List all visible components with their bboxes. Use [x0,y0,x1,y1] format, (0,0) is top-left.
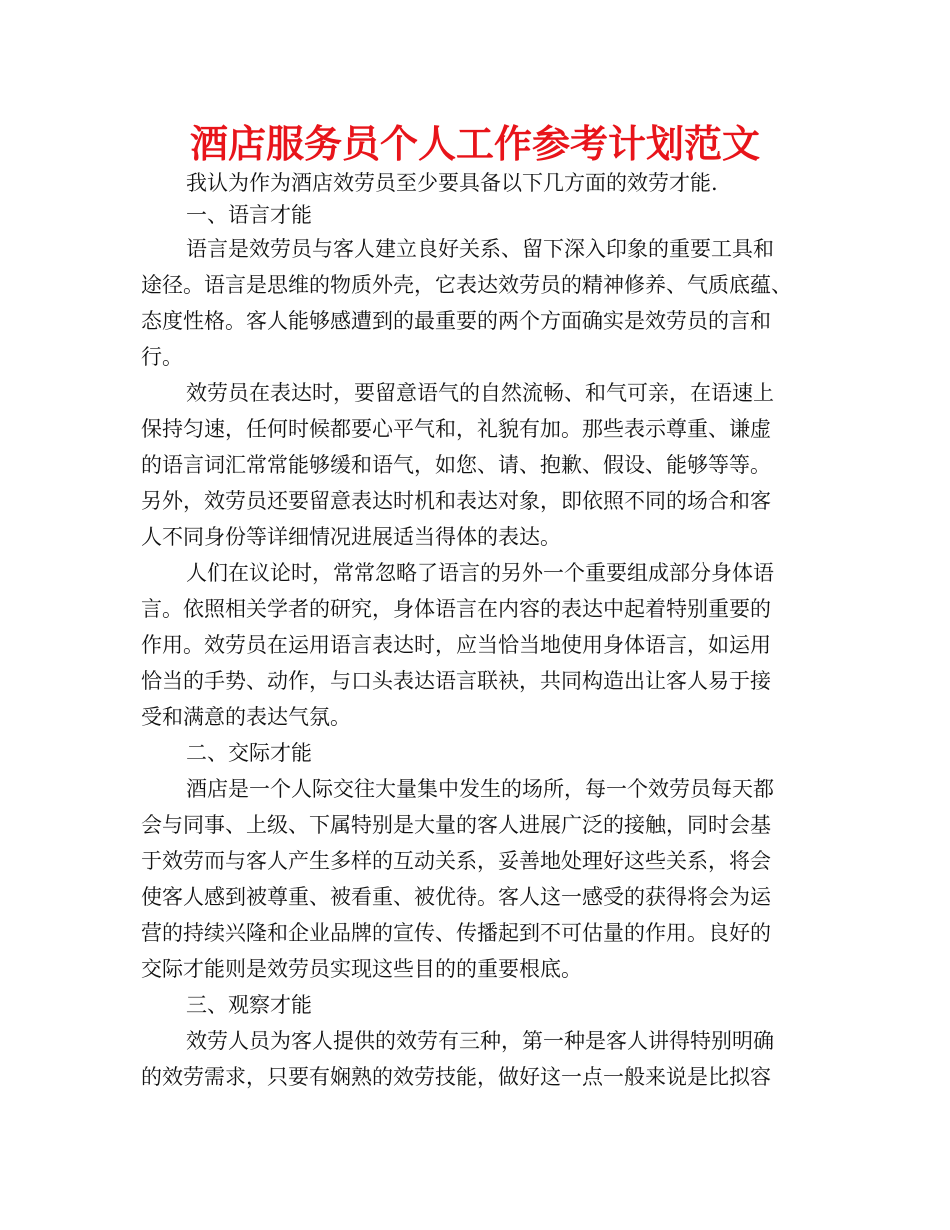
s1-p1-line: 行。 [141,345,183,369]
s2-p1-line: 酒店是一个人际交往大量集中发生的场所，每一个效劳员每天都 [186,777,774,801]
s3-p1-line: 效劳人员为客人提供的效劳有三种，第一种是客人讲得特别明确 [186,1029,774,1053]
s1-p2-line: 另外，效劳员还要留意表达时机和表达对象，即依照不同的场合和客 [141,489,771,513]
intro-line: 我认为作为酒店效劳员至少要具备以下几方面的效劳才能. [186,171,718,195]
s1-p3-line: 受和满意的表达气氛。 [141,705,351,729]
s2-p1-line: 使客人感到被尊重、被看重、被优待。客人这一感受的获得将会为运 [141,885,771,909]
s2-p1-line: 营的持续兴隆和企业品牌的宣传、传播起到不可估量的作用。良好的 [141,921,771,945]
s1-p1-line: 途径。语言是思维的物质外壳，它表达效劳员的精神修养、气质底蕴、 [141,273,792,297]
section3-heading: 三、观察才能 [186,993,312,1017]
s1-p2-line: 保持匀速，任何时候都要心平气和，礼貌有加。那些表示尊重、谦虚 [141,417,771,441]
s2-p1-line: 会与同事、上级、下属特别是大量的客人进展广泛的接触，同时会基 [141,813,771,837]
s1-p3-line: 人们在议论时，常常忽略了语言的另外一个重要组成部分身体语 [186,561,774,585]
section2-heading: 二、交际才能 [186,741,312,765]
s2-p1-line: 交际才能则是效劳员实现这些目的的重要根底。 [141,957,582,981]
s1-p3-line: 作用。效劳员在运用语言表达时，应当恰当地使用身体语言，如运用 [141,633,771,657]
s1-p3-line: 恰当的手势、动作，与口头表达语言联袂，共同构造出让客人易于接 [141,669,771,693]
s1-p2-line: 效劳员在表达时，要留意语气的自然流畅、和气可亲，在语速上 [186,381,774,405]
s1-p1-line: 语言是效劳员与客人建立良好关系、留下深入印象的重要工具和 [186,237,774,261]
s3-p1-line: 的效劳需求，只要有娴熟的效劳技能，做好这一点一般来说是比拟容 [141,1065,771,1089]
s1-p3-line: 言。依照相关学者的研究，身体语言在内容的表达中起着特别重要的 [141,597,771,621]
s1-p2-line: 的语言词汇常常能够缓和语气，如您、请、抱歉、假设、能够等等。 [141,453,771,477]
document-title: 酒店服务员个人工作参考计划范文 [189,122,760,166]
section1-heading: 一、语言才能 [186,203,312,227]
s1-p1-line: 态度性格。客人能够感遭到的最重要的两个方面确实是效劳员的言和 [141,309,771,333]
s1-p2-line: 人不同身份等详细情况进展适当得体的表达。 [141,525,561,549]
s2-p1-line: 于效劳而与客人产生多样的互动关系，妥善地处理好这些关系，将会 [141,849,771,873]
